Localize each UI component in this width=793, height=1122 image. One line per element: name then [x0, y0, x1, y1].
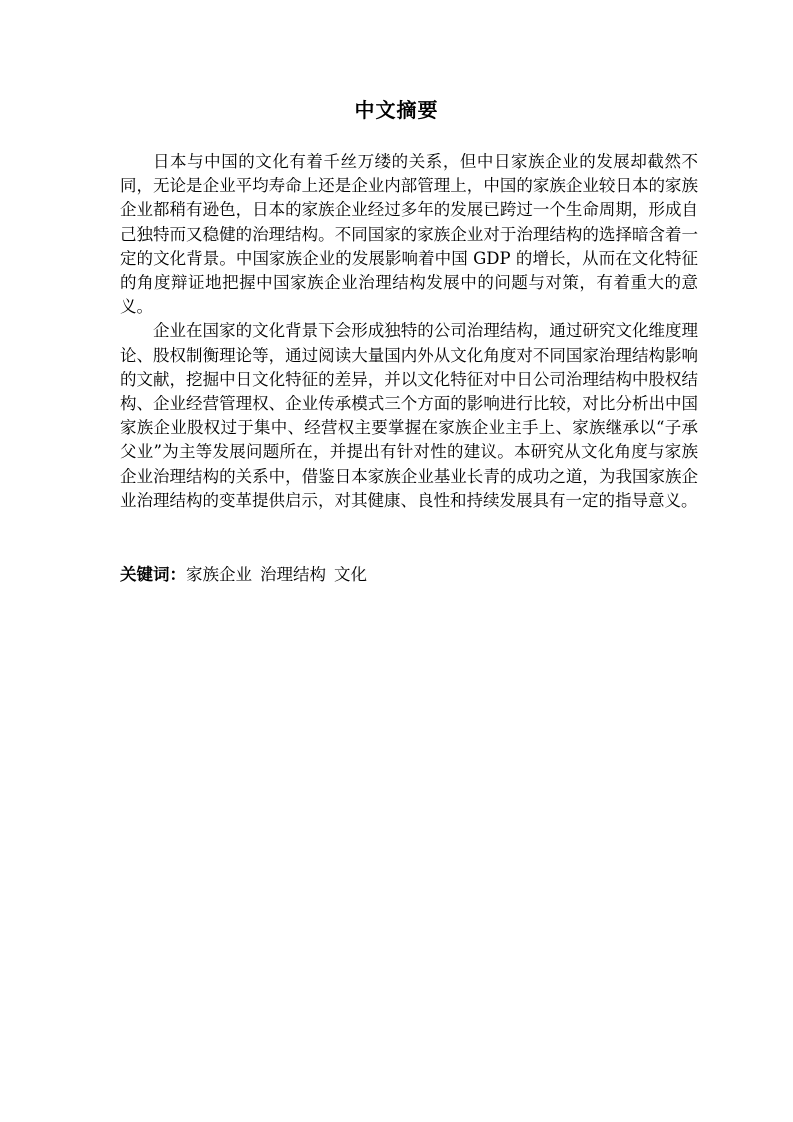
keywords-label: 关键词： — [120, 565, 186, 584]
keyword-item: 家族企业 — [186, 565, 252, 584]
page-title: 中文摘要 — [354, 98, 439, 122]
abstract-paragraph-1: 日本与中国的文化有着千丝万缕的关系，但中日家族企业的发展却截然不同，无论是企业平均寿命上还是企业内部管理上，中国的家族企业较日本的家族企业都稍有逊色，日本的家族企业经过多年的发展已跨过一个生命周期，形成自己独特而又稳健的治理结构。不同国家的家族企业对于治理结构的选择暗含着一定的文化背景。中国家族企业的发展影响着中国 GDP 的增长，从而在文化特征的角度辩证地把握中国家族企业治理结构发展中的问题与对策，有着重大的意义。 — [120, 152, 698, 317]
keyword-item: 治理结构 — [260, 565, 326, 584]
keyword-item: 文化 — [334, 565, 367, 584]
abstract-body — [120, 150, 698, 513]
abstract-paragraph-2: 企业在国家的文化背景下会形成独特的公司治理结构，通过研究文化维度理论、股权制衡理论等，通过阅读大量国内外从文化角度对不同国家治理结构影响的文献，挖掘中日文化特征的差异，并以文化特征对中日公司治理结构中股权结构、企业经营管理权、企业传承模式三个方面的影响进行比较，对比分析出中国家族企业股权过于集中、经营权主要掌握在家族企业主手上、家族继承以“子承父业”为主等发展问题所在，并提出有针对性的建议。本研究从文化角度与家族企业治理结构的关系中，借鉴日本家族企业基业长青的成功之道，为我国家族企业治理结构的变革提供启示，对其健康、良性和持续发展具有一定的指导意义。 — [120, 321, 698, 510]
keywords-line — [120, 563, 698, 587]
